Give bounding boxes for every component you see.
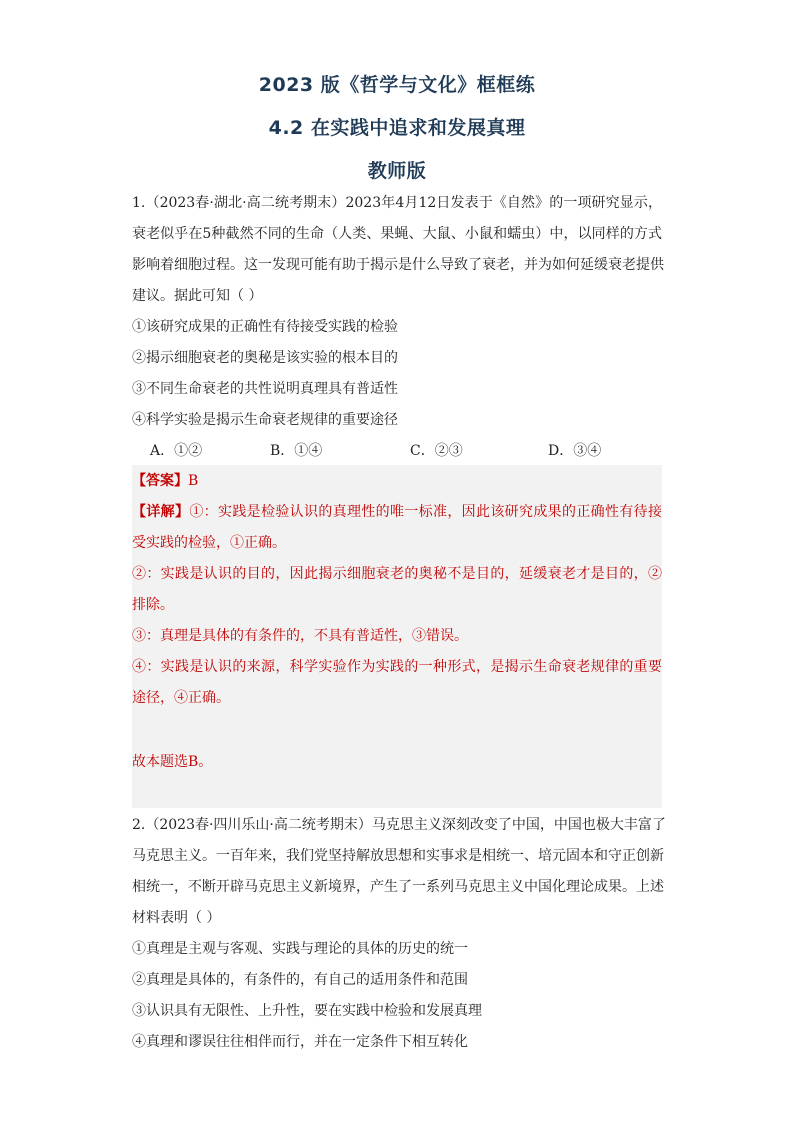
option-b[interactable]: B．①④ [270,443,323,459]
detail-line: ③：真理是具体的有条件的，不具有普适性，③错误。 [132,628,468,644]
detail-line [132,502,662,522]
q2-stem-line: 材料表明（ ） [132,910,221,926]
q2-statement: ④真理和谬误往往相伴而行，并在一定条件下相互转化 [132,1034,468,1050]
q1-statement: ③不同生命衰老的共性说明真理具有普适性 [132,381,398,397]
q1-statement: ②揭示细胞衰老的奥秘是该实验的根本目的 [132,350,398,366]
detail-text: ①：实践是检验认识的真理性的唯一标准，因此该研究成果的正确性有待接 [189,504,663,520]
conclusion-line: 故本题选B。 [132,754,213,770]
q2-statement: ②真理是具体的，有条件的，有自己的适用条件和范围 [132,972,468,988]
document-title: 2023 版《哲学与文化》框框练 [258,74,536,96]
q2-statement: ①真理是主观与客观、实践与理论的具体的历史的统一 [132,941,468,957]
answer-value: B [188,473,199,489]
detail-line: ②：实践是认识的目的，因此揭示细胞衰老的奥秘不是目的，延缓衰老才是目的，② [132,566,662,582]
option-a[interactable]: A．①② [150,443,203,459]
section-title: 4.2 在实践中追求和发展真理 [268,117,526,139]
q1-stem-line: 衰老似乎在5种截然不同的生命（人类、果蝇、大鼠、小鼠和蠕虫）中，以同样的方式 [132,226,662,242]
detail-tag: 【详解】 [132,504,190,520]
detail-line: 排除。 [132,597,174,613]
q1-stem-line: 建议。据此可知（ ） [132,288,263,304]
q1-statement: ④科学实验是揭示生命衰老规律的重要途径 [132,412,398,428]
option-d[interactable]: D．③④ [548,443,602,459]
detail-line: 受实践的检验，①正确。 [132,535,286,551]
q2-stem-line: 马克思主义。一百年来，我们党坚持解放思想和实事求是相统一、培元固本和守正创新 [132,848,664,864]
q1-stem-line: 影响着细胞过程。这一发现可能有助于揭示是什么导致了衰老，并为如何延缓衰老提供 [132,257,664,273]
detail-line: 途径，④正确。 [132,690,230,706]
answer-tag: 【答案】 [132,473,188,489]
q1-statement: ①该研究成果的正确性有待接受实践的检验 [132,319,398,335]
q2-statement: ③认识具有无限性、上升性，要在实践中检验和发展真理 [132,1003,482,1019]
edition-label: 教师版 [367,160,427,182]
detail-line: ④：实践是认识的来源，科学实验作为实践的一种形式，是揭示生命衰老规律的重要 [132,659,662,675]
q1-stem-line: 1.（2023春·湖北·高二统考期末）2023年4月12日发表于《自然》的一项研究显示， [132,195,662,211]
option-c[interactable]: C．②③ [410,443,463,459]
q2-stem-line: 2.（2023春·四川乐山·高二统考期末）马克思主义深刻改变了中国，中国也极大丰富了 [132,817,666,833]
q2-stem-line: 相统一，不断开辟马克思主义新境界，产生了一系列马克思主义中国化理论成果。上述 [132,879,664,895]
answer-line [132,471,662,491]
